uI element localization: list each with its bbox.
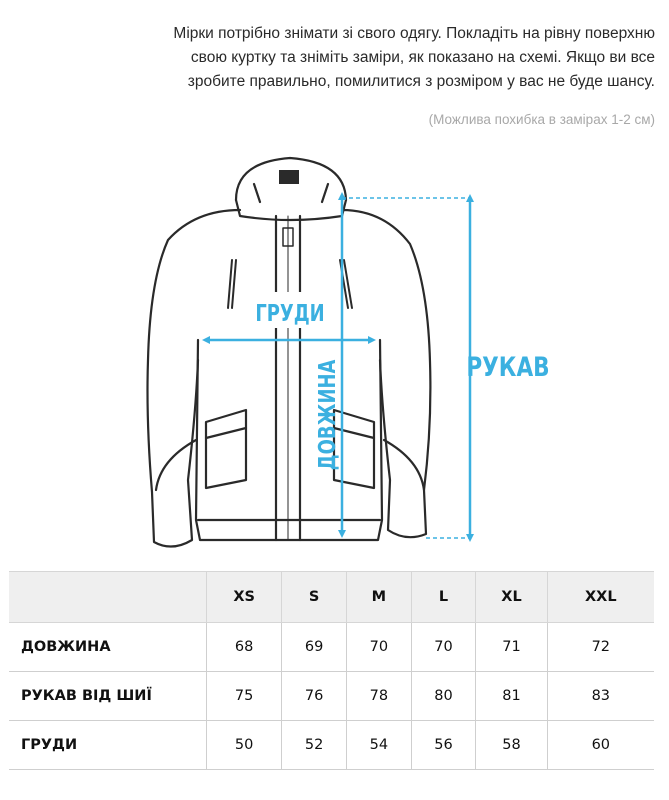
table-cell: 56 xyxy=(411,721,476,770)
table-cell: 52 xyxy=(282,721,347,770)
tolerance-note: (Можлива похибка в замірах 1-2 см) xyxy=(428,112,655,127)
table-cell: 71 xyxy=(476,623,547,672)
table-cell: 69 xyxy=(282,623,347,672)
row-label: РУКАВ ВІД ШИЇ xyxy=(9,672,207,721)
size-column-header: M xyxy=(346,572,411,623)
table-cell: 70 xyxy=(346,623,411,672)
table-corner-cell xyxy=(9,572,207,623)
size-column-header: L xyxy=(411,572,476,623)
table-cell: 58 xyxy=(476,721,547,770)
size-column-header: S xyxy=(282,572,347,623)
table-row xyxy=(9,721,654,770)
table-cell: 78 xyxy=(346,672,411,721)
table-cell: 80 xyxy=(411,672,476,721)
table-cell: 60 xyxy=(547,721,654,770)
collar-logo-tag xyxy=(279,170,299,184)
row-label: ГРУДИ xyxy=(9,721,207,770)
jacket-outline xyxy=(148,158,431,547)
jacket-measurement-diagram xyxy=(0,140,669,560)
table-cell: 72 xyxy=(547,623,654,672)
instructions-line: свою куртку та зніміть заміри, як показано на схемі. Якщо ви все xyxy=(190,49,655,66)
length-label: ДОВЖИНА xyxy=(313,359,341,471)
table-cell: 76 xyxy=(282,672,347,721)
table-cell: 70 xyxy=(411,623,476,672)
table-row xyxy=(9,623,654,672)
table-cell: 81 xyxy=(476,672,547,721)
row-label: ДОВЖИНА xyxy=(9,623,207,672)
table-cell: 68 xyxy=(207,623,282,672)
table-row xyxy=(9,672,654,721)
size-chart-table xyxy=(9,571,654,770)
size-column-header: XS xyxy=(207,572,282,623)
sleeve-label: РУКАВ xyxy=(466,350,550,383)
instructions-line: Мірки потрібно знімати зі свого одягу. Покладіть на рівну поверхню xyxy=(173,25,655,42)
size-column-header: XL xyxy=(476,572,547,623)
size-column-header: XXL xyxy=(547,572,654,623)
table-cell: 54 xyxy=(346,721,411,770)
table-cell: 50 xyxy=(207,721,282,770)
table-header-row xyxy=(9,572,654,623)
table-cell: 75 xyxy=(207,672,282,721)
table-cell: 83 xyxy=(547,672,654,721)
instructions-text xyxy=(35,22,655,94)
instructions-line: зробите правильно, помилитися з розміром у вас не буде шансу. xyxy=(187,73,655,90)
chest-label: ГРУДИ xyxy=(255,299,325,327)
